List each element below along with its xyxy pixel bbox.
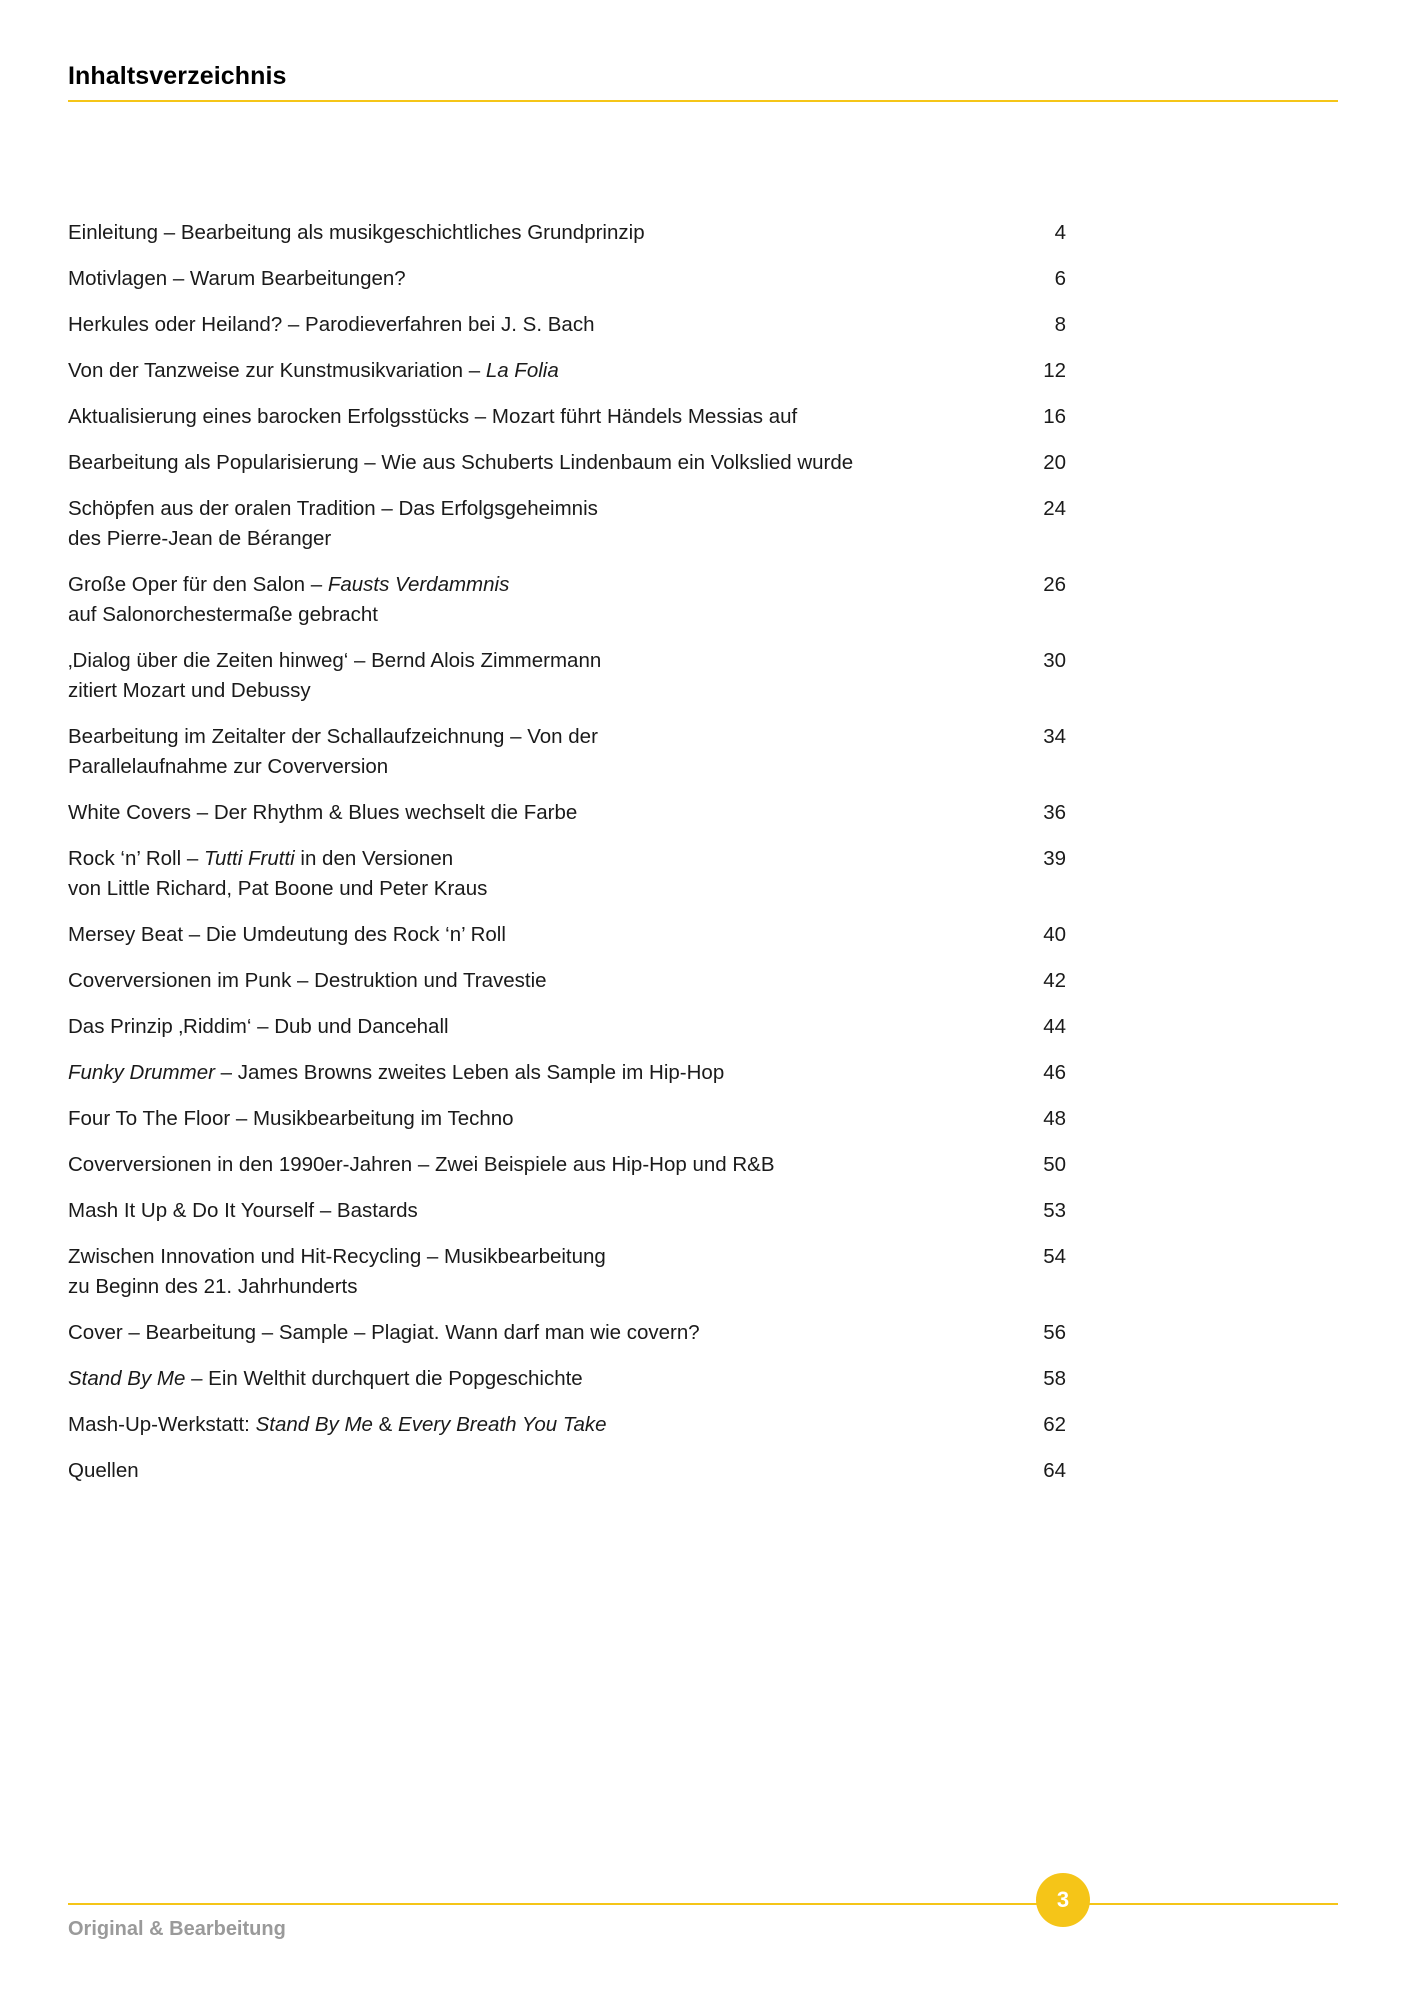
toc-entry-page-number: 56 xyxy=(1043,1321,1066,1344)
toc-entry[interactable] xyxy=(68,722,1338,782)
toc-entry-title: White Covers – Der Rhythm & Blues wechselt die Farbe xyxy=(68,801,578,824)
toc-entry-page-number: 30 xyxy=(1043,649,1066,672)
toc-entry-page-number: 8 xyxy=(1054,313,1066,336)
footer-divider xyxy=(68,1903,1338,1905)
toc-entry-page-number: 26 xyxy=(1043,573,1066,596)
toc-entry[interactable] xyxy=(68,1364,1338,1394)
toc-entry-title: Quellen xyxy=(68,1459,139,1482)
toc-entry-title: Schöpfen aus der oralen Tradition – Das Erfolgsgeheimnis des Pierre-Jean de Béranger xyxy=(68,497,598,550)
toc-entry-title: Zwischen Innovation und Hit-Recycling – Musikbearbeitung zu Beginn des 21. Jahrhunderts xyxy=(68,1245,606,1298)
toc-entry-page-number: 54 xyxy=(1043,1245,1066,1268)
toc-entry[interactable] xyxy=(68,1242,1338,1302)
toc-entry-title: Bearbeitung im Zeitalter der Schallaufzeichnung – Von der Parallelaufnahme zur Coverversion xyxy=(68,725,598,778)
toc-entry-title: ‚Dialog über die Zeiten hinweg‘ – Bernd Alois Zimmermann zitiert Mozart und Debussy xyxy=(68,649,602,702)
toc-entry-title: Rock ‘n’ Roll – Tutti Frutti in den Versionen von Little Richard, Pat Boone und Peter Kraus xyxy=(68,847,488,900)
toc-entry-title: Das Prinzip ‚Riddim‘ – Dub und Dancehall xyxy=(68,1015,449,1038)
toc-entry-page-number: 48 xyxy=(1043,1107,1066,1130)
toc-entry-page-number: 62 xyxy=(1043,1413,1066,1436)
header-divider xyxy=(68,100,1338,102)
toc-entry-page-number: 58 xyxy=(1043,1367,1066,1390)
table-of-contents xyxy=(68,218,1338,1502)
toc-entry[interactable] xyxy=(68,1104,1338,1134)
toc-entry[interactable] xyxy=(68,1456,1338,1486)
toc-entry-title: Mersey Beat – Die Umdeutung des Rock ‘n’ Roll xyxy=(68,923,506,946)
toc-entry[interactable] xyxy=(68,494,1338,554)
page-header xyxy=(68,62,1338,102)
toc-entry-page-number: 53 xyxy=(1043,1199,1066,1222)
toc-entry[interactable] xyxy=(68,264,1338,294)
footer-book-title: Original & Bearbeitung xyxy=(68,1918,286,1940)
toc-entry[interactable] xyxy=(68,1150,1338,1180)
toc-entry-page-number: 24 xyxy=(1043,497,1066,520)
toc-entry[interactable] xyxy=(68,1058,1338,1088)
toc-entry[interactable] xyxy=(68,646,1338,706)
toc-entry-title: Cover – Bearbeitung – Sample – Plagiat. Wann darf man wie covern? xyxy=(68,1321,700,1344)
toc-entry[interactable] xyxy=(68,356,1338,386)
toc-entry-page-number: 40 xyxy=(1043,923,1066,946)
toc-entry[interactable] xyxy=(68,448,1338,478)
page-title: Inhaltsverzeichnis xyxy=(68,62,287,90)
toc-entry[interactable] xyxy=(68,966,1338,996)
toc-entry-page-number: 44 xyxy=(1043,1015,1066,1038)
toc-entry[interactable] xyxy=(68,920,1338,950)
toc-entry-page-number: 39 xyxy=(1043,847,1066,870)
toc-entry[interactable] xyxy=(68,402,1338,432)
toc-entry[interactable] xyxy=(68,1012,1338,1042)
toc-entry-title: Aktualisierung eines barocken Erfolgsstücks – Mozart führt Händels Messias auf xyxy=(68,405,798,428)
toc-entry-page-number: 42 xyxy=(1043,969,1066,992)
toc-entry-title: Von der Tanzweise zur Kunstmusikvariation – La Folia xyxy=(68,359,559,382)
toc-entry[interactable] xyxy=(68,1410,1338,1440)
toc-entry-title: Mash It Up & Do It Yourself – Bastards xyxy=(68,1199,418,1222)
toc-entry[interactable] xyxy=(68,218,1338,248)
toc-entry-title: Große Oper für den Salon – Fausts Verdammnis auf Salonorchestermaße gebracht xyxy=(68,573,510,626)
toc-entry-page-number: 46 xyxy=(1043,1061,1066,1084)
toc-entry-title: Mash-Up-Werkstatt: Stand By Me & Every Breath You Take xyxy=(68,1413,607,1436)
toc-entry[interactable] xyxy=(68,844,1338,904)
toc-entry-title: Einleitung – Bearbeitung als musikgeschichtliches Grundprinzip xyxy=(68,221,645,244)
page-number-badge: 3 xyxy=(1036,1873,1090,1927)
toc-entry-page-number: 12 xyxy=(1043,359,1066,382)
toc-entry-page-number: 20 xyxy=(1043,451,1066,474)
toc-entry-page-number: 50 xyxy=(1043,1153,1066,1176)
toc-entry-page-number: 6 xyxy=(1054,267,1066,290)
toc-entry-page-number: 36 xyxy=(1043,801,1066,824)
toc-entry-page-number: 34 xyxy=(1043,725,1066,748)
toc-entry[interactable] xyxy=(68,798,1338,828)
toc-entry-title: Stand By Me – Ein Welthit durchquert die Popgeschichte xyxy=(68,1367,583,1390)
toc-entry-page-number: 64 xyxy=(1043,1459,1066,1482)
toc-entry-title: Herkules oder Heiland? – Parodieverfahren bei J. S. Bach xyxy=(68,313,595,336)
toc-entry-page-number: 16 xyxy=(1043,405,1066,428)
toc-entry-title: Four To The Floor – Musikbearbeitung im Techno xyxy=(68,1107,514,1130)
toc-entry-title: Bearbeitung als Popularisierung – Wie aus Schuberts Lindenbaum ein Volkslied wurde xyxy=(68,451,854,474)
toc-entry-title: Funky Drummer – James Browns zweites Leben als Sample im Hip-Hop xyxy=(68,1061,725,1084)
toc-entry[interactable] xyxy=(68,570,1338,630)
toc-entry[interactable] xyxy=(68,310,1338,340)
toc-entry[interactable] xyxy=(68,1318,1338,1348)
toc-entry-title: Coverversionen in den 1990er-Jahren – Zwei Beispiele aus Hip-Hop und R&B xyxy=(68,1153,775,1176)
toc-entry-title: Motivlagen – Warum Bearbeitungen? xyxy=(68,267,406,290)
toc-entry-title: Coverversionen im Punk – Destruktion und Travestie xyxy=(68,969,547,992)
toc-entry-page-number: 4 xyxy=(1054,221,1066,244)
toc-entry[interactable] xyxy=(68,1196,1338,1226)
